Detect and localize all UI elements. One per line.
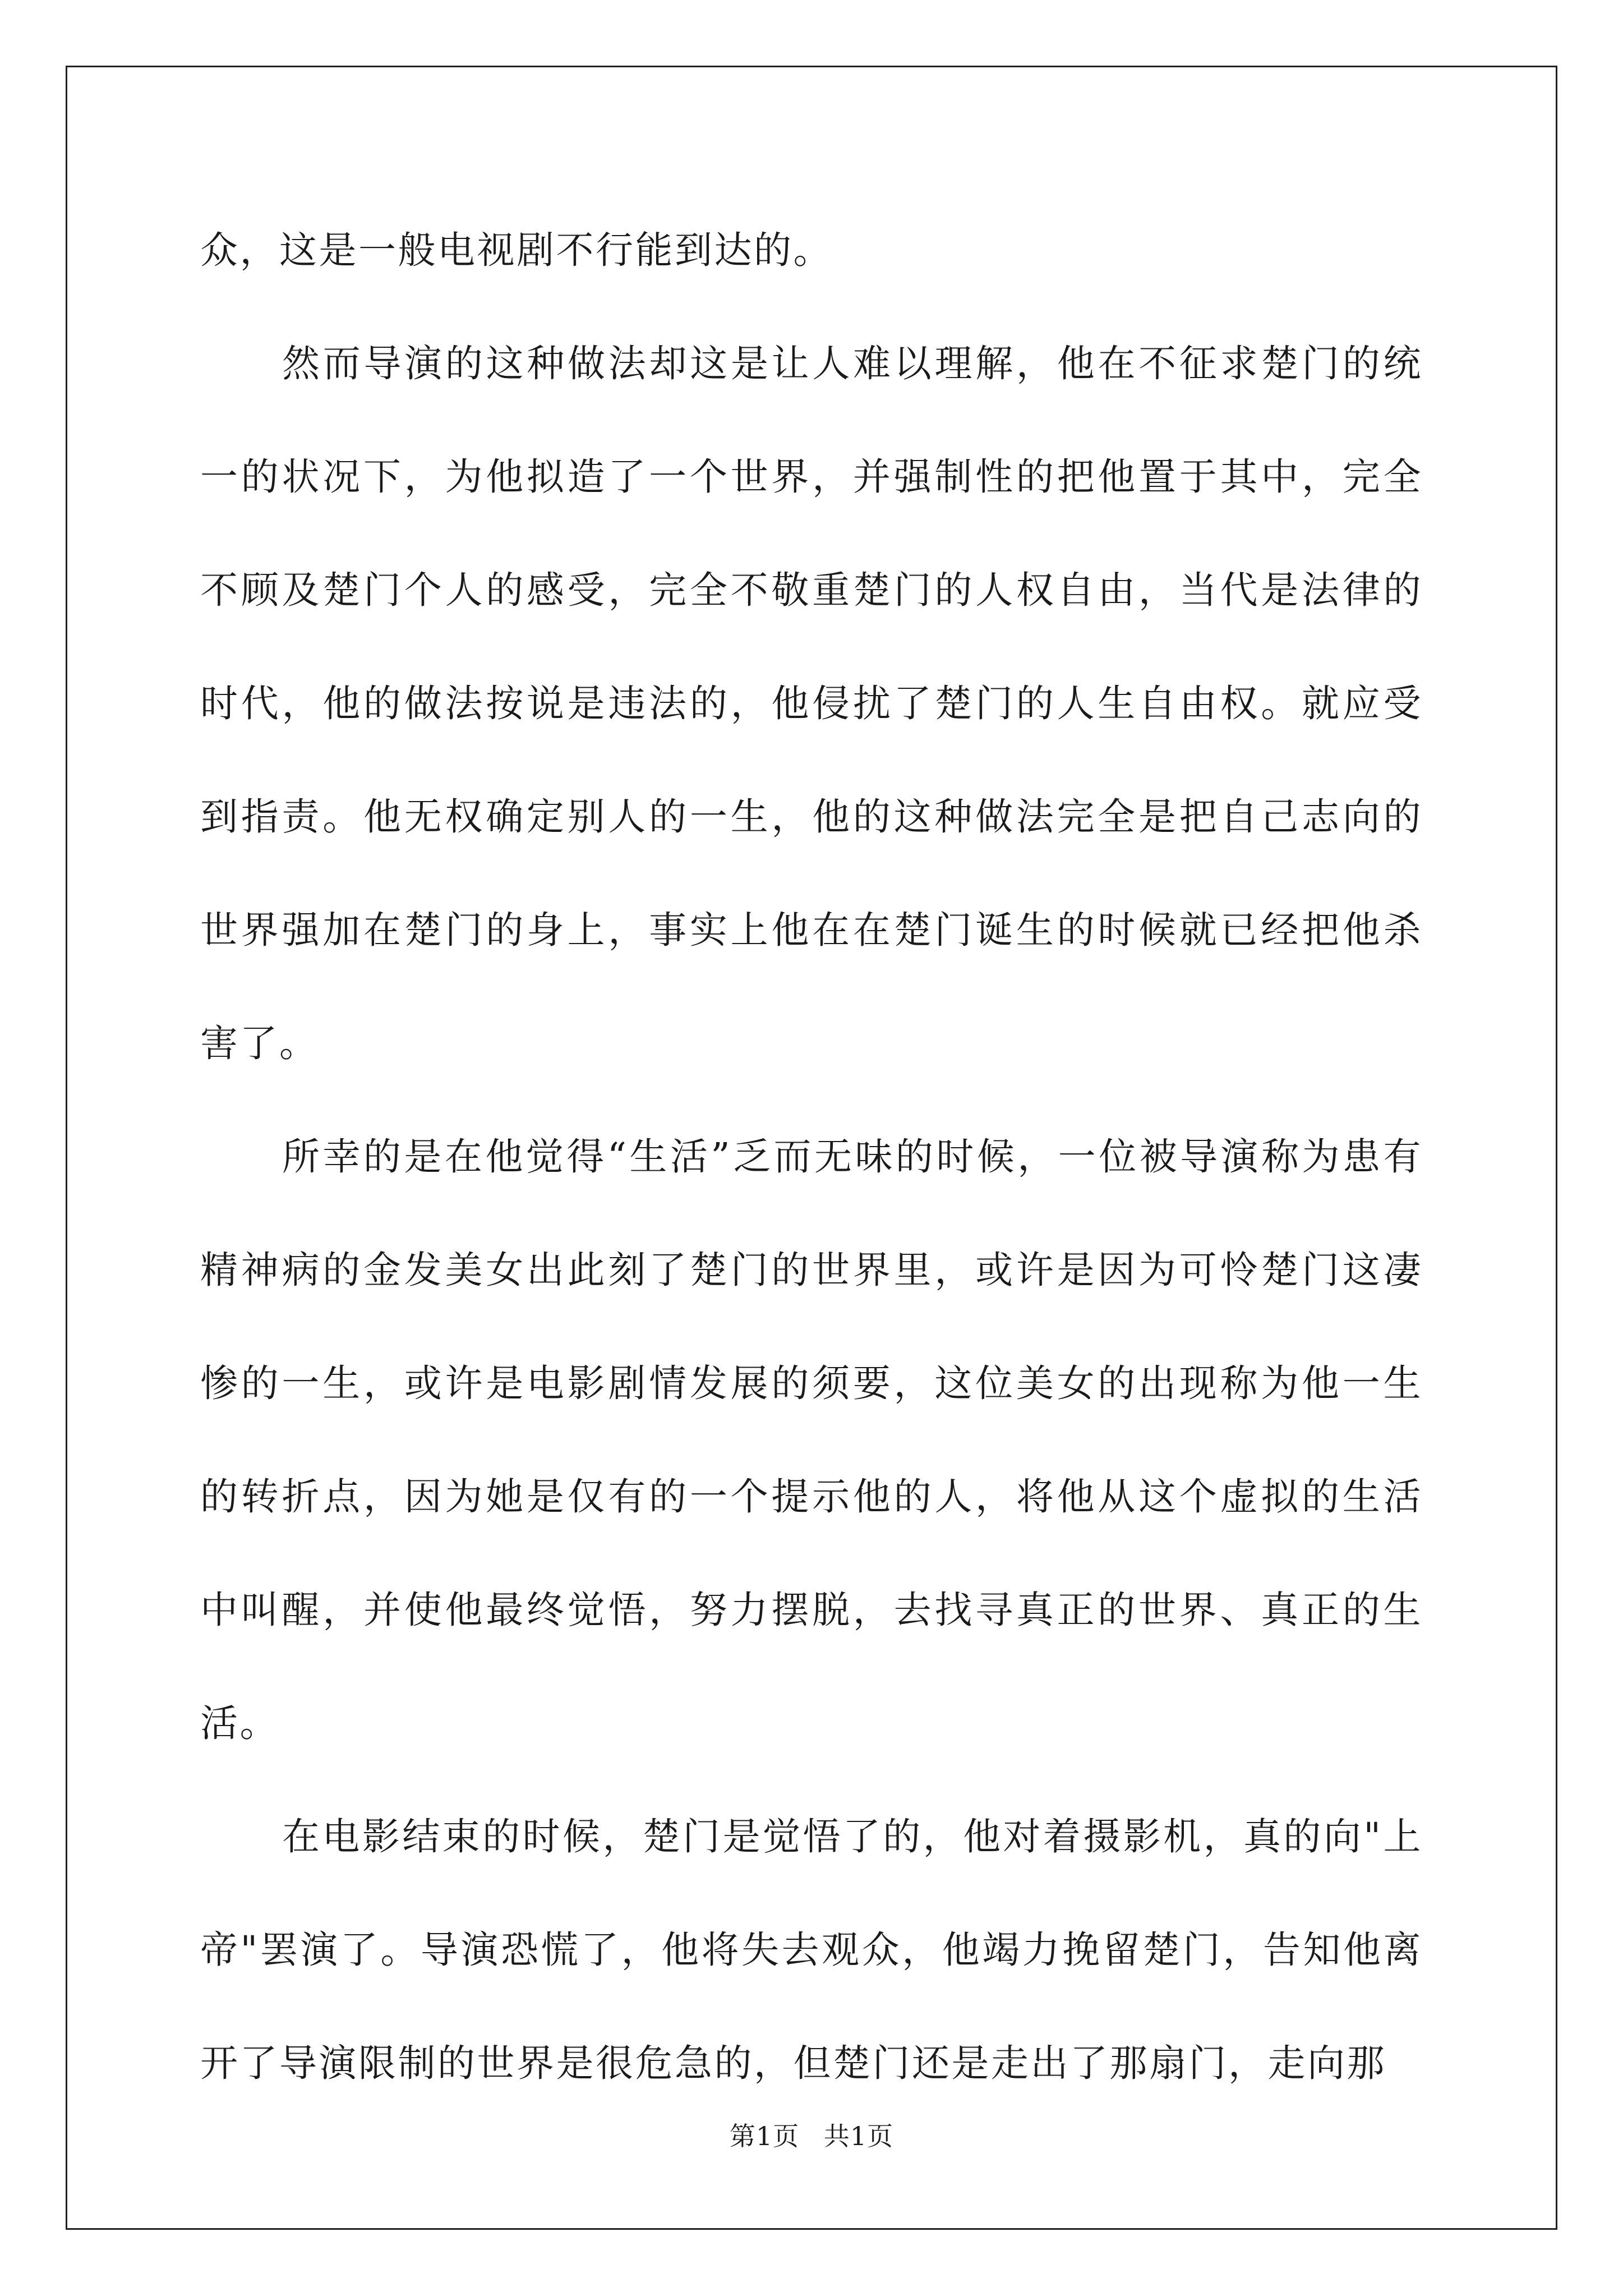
- page-number: 第1页: [729, 2121, 800, 2151]
- paragraph-1: 众，这是一般电视剧不行能到达的。: [200, 228, 833, 272]
- paragraph-2: 然而导演的这种做法却这是让人难以理解，他在不征求楚门的统一的状况下，为他拟造了一个世界，并强制性的把他置于其中，完全不顾及楚门个人的感受，完全不敬重楚门的人权自由，当代是法律的时代，他的做法按说是违法的，他侵扰了楚门的人生自由权。就应受到指责。他无权确定别人的一生，他的这种做法完全是把自己志向的世界强加在楚门的身上，事实上他在在楚门诞生的时候就已经把他杀害了。: [200, 342, 1423, 1065]
- document-body: [200, 194, 1423, 2120]
- paragraph-4: 在电影结束的时候，楚门是觉悟了的，他对着摄影机，真的向"上帝"罢演了。导演恐慌了，他将失去观众，他竭力挽留楚门，告知他离开了导演限制的世界是很危急的，但楚门还是走出了那扇门，走向那: [200, 1815, 1423, 2085]
- page-footer: [0, 2119, 1623, 2153]
- paragraph-3: 所幸的是在他觉得“生活”乏而无味的时候，一位被导演称为患有精神病的金发美女出此刻了楚门的世界里，或许是因为可怜楚门这凄惨的一生，或许是电影剧情发展的须要，这位美女的出现称为他一生的转折点，因为她是仅有的一个提示他的人，将他从这个虚拟的生活中叫醒，并使他最终觉悟，努力摆脱，去找寻真正的世界、真正的生活。: [200, 1135, 1423, 1745]
- page-total: 共1页: [823, 2121, 894, 2151]
